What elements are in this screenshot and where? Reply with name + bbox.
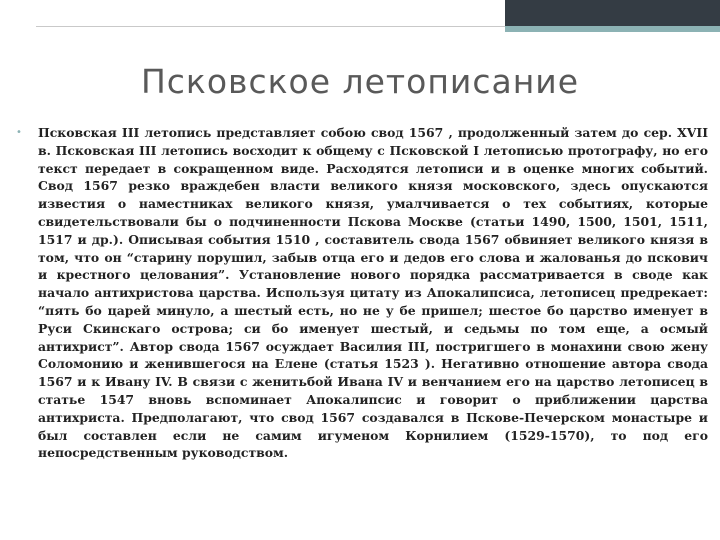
slide-title: Псковское летописание [140,62,580,101]
header-decor-bar [505,0,720,26]
bullet-icon: • [16,127,22,138]
bullet-list [14,124,708,462]
header-divider [36,26,505,27]
bullet-paragraph: Псковская III летопись представляет собою свод 1567 , продолженный затем до сер. XVII в. Псковская III летопись восходит к общему с Псковской I летописью протографу, но его текст передает в сокращенном виде. Расходятся летописи и в оценке многих событий. Свод 1567 резко враждебен власти великого князя московского, здесь опускаются известия о наместниках великого князя, умалчивается о тех событиях, которые свидетельствовали бы о подчиненности Пскова Москве (статьи 1490, 1500, 1501, 1511, 1517 и др.). Описывая события 1510 , составитель свода 1567 обвиняет великого князя в том, что он “старину порушил, забыв отца его и дедов его слова и жалованья до пскович и крестного целования”. Установление нового порядка рассматривается в своде как начало антихристова царства. Используя цитату из Апокалипсиса, летописец предрекает: “пять бо царей минуло, а шестый есть, но не у бе пришел; шестое бо царство именует в Руси Скинскаго острова; си бо именует шестый, и седьмы по том еще, а осмый антихрист”. Автор свода 1567 осуждает Василия III, постригшего в монахини свою жену Соломонию и женившегося на Елене (статья 1523 ). Негативно отношение автора свода 1567 и к Ивану IV. В связи с женитьбой Ивана IV и венчанием его на царство летописец в статье 1547 вновь вспоминает Апокалипсис и говорит о приближении царства антихриста. Предполагают, что свод 1567 создавался в Пскове-Печерском монастыре и был составлен если не самим игуменом Корнилием (1529-1570), то под его непосредственным руководством. [38,125,708,461]
header-accent-strip [505,26,720,32]
